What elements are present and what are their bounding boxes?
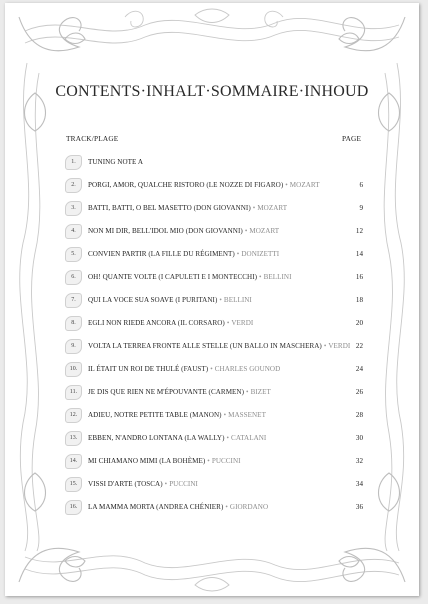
track-composer: CHARLES GOUNOD [214, 365, 281, 373]
bullet-separator: • [236, 250, 240, 258]
page-title: CONTENTS·INHALT·SOMMAIRE·INHOUD [55, 83, 369, 100]
track-opera: (IL CORSARO) [177, 319, 225, 327]
track-column-header: TRACK/PLAGE [66, 134, 119, 143]
track-opera: (CARMEN) [208, 388, 245, 396]
track-composer: BIZET [250, 388, 271, 396]
track-number-badge: 15. [65, 477, 82, 492]
bullet-separator: • [246, 388, 249, 396]
bullet-separator: • [225, 503, 228, 511]
track-page-number: 18 [355, 296, 363, 304]
track-number-badge: 13. [65, 431, 82, 446]
track-title: PORGI, AMOR, QUALCHE RISTORO [88, 181, 205, 189]
track-row [5, 362, 419, 378]
bullet-separator: • [259, 273, 262, 281]
track-entry [88, 480, 348, 489]
track-composer: MOZART [289, 181, 320, 189]
track-row [5, 477, 419, 493]
track-opera: (MANON) [189, 411, 222, 419]
track-entry [88, 342, 351, 351]
track-row [5, 431, 419, 447]
track-row [5, 224, 419, 240]
track-title: JE DIS QUE RIEN NE M'ÉPOUVANTE [88, 388, 207, 396]
track-row [5, 339, 419, 355]
track-number-badge: 6. [65, 270, 82, 285]
track-opera: (LA WALLY) [184, 434, 225, 442]
track-number-badge: 3. [65, 201, 82, 216]
track-entry [88, 296, 348, 305]
track-row [5, 454, 419, 470]
track-number-badge: 10. [65, 362, 82, 377]
track-page-number: 6 [359, 181, 363, 189]
track-opera: (LE NOZZE DI FIGARO) [206, 181, 284, 189]
track-title: VOLTA LA TERREA FRONTE ALLE STELLE [88, 342, 229, 350]
track-page-number: 16 [355, 273, 363, 281]
track-title: EGLI NON RIEDE ANCORA [88, 319, 176, 327]
track-entry [88, 388, 348, 397]
track-opera: (ANDREA CHÉNIER) [156, 503, 224, 511]
bullet-separator: • [223, 411, 227, 419]
track-row [5, 408, 419, 424]
track-page-number: 26 [355, 388, 363, 396]
track-composer: CATALANI [231, 434, 267, 442]
track-row [5, 293, 419, 309]
contents-page [5, 3, 419, 596]
track-page-number: 20 [355, 319, 363, 327]
track-list [5, 3, 419, 596]
track-row [5, 155, 419, 171]
track-entry [88, 158, 348, 167]
track-opera: (LA FILLE DU RÉGIMENT) [148, 250, 235, 258]
track-page-number: 24 [355, 365, 363, 373]
track-row [5, 316, 419, 332]
track-number-badge: 16. [65, 500, 82, 515]
bullet-separator: • [252, 204, 256, 212]
track-row [5, 201, 419, 217]
track-number-badge: 5. [65, 247, 82, 262]
track-composer: VERDI [328, 342, 351, 350]
bullet-separator: • [164, 480, 168, 488]
bullet-separator: • [285, 181, 288, 189]
track-row [5, 178, 419, 194]
bullet-separator: • [207, 457, 210, 465]
track-title: CONVIEN PARTIR [88, 250, 147, 258]
track-entry [88, 319, 348, 328]
track-title: TUNING NOTE A [88, 158, 144, 166]
track-entry [88, 273, 348, 282]
bullet-separator: • [210, 365, 213, 373]
track-entry [88, 503, 348, 512]
track-entry [88, 181, 348, 190]
track-composer: PUCCINI [211, 457, 241, 465]
bullet-separator: • [323, 342, 327, 350]
track-entry [88, 457, 348, 466]
track-opera: (DON GIOVANNI) [193, 204, 251, 212]
track-title: BATTI, BATTI, O BEL MASETTO [88, 204, 192, 212]
track-composer: PUCCINI [169, 480, 198, 488]
track-entry [88, 227, 348, 236]
track-number-badge: 4. [65, 224, 82, 239]
track-title: LA MAMMA MORTA [88, 503, 155, 511]
track-title: OH! QUANTE VOLTE [88, 273, 157, 281]
track-page-number: 9 [359, 204, 363, 212]
track-composer: MOZART [257, 204, 288, 212]
track-opera: (UN BALLO IN MASCHERA) [229, 342, 322, 350]
track-row [5, 385, 419, 401]
track-page-number: 30 [355, 434, 363, 442]
track-title: VISSI D'ARTE [88, 480, 133, 488]
track-page-number: 36 [355, 503, 363, 511]
track-row [5, 500, 419, 516]
track-entry [88, 411, 348, 420]
track-number-badge: 12. [65, 408, 82, 423]
track-page-number: 22 [355, 342, 363, 350]
track-number-badge: 8. [65, 316, 82, 331]
track-entry [88, 365, 348, 374]
track-title: IL ÉTAIT UN ROI DE THULÉ [88, 365, 180, 373]
track-number-badge: 9. [65, 339, 82, 354]
track-page-number: 32 [355, 457, 363, 465]
track-opera: (TOSCA) [134, 480, 163, 488]
bullet-separator: • [226, 434, 230, 442]
bullet-separator: • [226, 319, 230, 327]
track-composer: MASSENET [228, 411, 266, 419]
track-title: QUI LA VOCE SUA SOAVE [88, 296, 174, 304]
page-column-header: PAGE [342, 134, 362, 143]
track-composer: MOZART [249, 227, 280, 235]
track-page-number: 14 [355, 250, 363, 258]
track-title: ADIEU, NOTRE PETITE TABLE [88, 411, 188, 419]
track-opera: (I PURITANI) [175, 296, 218, 304]
track-title: NON MI DIR, BELL'IDOL MIO [88, 227, 184, 235]
track-number-badge: 11. [65, 385, 82, 400]
track-title: EBBEN, N'ANDRO LONTANA [88, 434, 183, 442]
track-number-badge: 14. [65, 454, 82, 469]
bullet-separator: • [244, 227, 248, 235]
track-opera: (LA BOHÈME) [159, 457, 206, 465]
track-number-badge: 7. [65, 293, 82, 308]
track-page-number: 12 [355, 227, 363, 235]
track-page-number: 34 [355, 480, 363, 488]
track-number-badge: 1. [65, 155, 82, 170]
track-composer: BELLINI [263, 273, 292, 281]
track-composer: VERDI [231, 319, 254, 327]
track-entry [88, 434, 348, 443]
track-entry [88, 250, 348, 259]
bullet-separator: • [219, 296, 222, 304]
track-opera: (FAUST) [181, 365, 209, 373]
track-composer: BELLINI [223, 296, 252, 304]
track-opera: (DON GIOVANNI) [185, 227, 243, 235]
track-page-number: 28 [355, 411, 363, 419]
track-composer: DONIZETTI [241, 250, 280, 258]
track-opera: (I CAPULETI E I MONTECCHI) [158, 273, 258, 281]
track-entry [88, 204, 348, 213]
track-number-badge: 2. [65, 178, 82, 193]
track-title: MI CHIAMANO MIMI [88, 457, 158, 465]
track-row [5, 270, 419, 286]
track-row [5, 247, 419, 263]
track-composer: GIORDANO [229, 503, 269, 511]
